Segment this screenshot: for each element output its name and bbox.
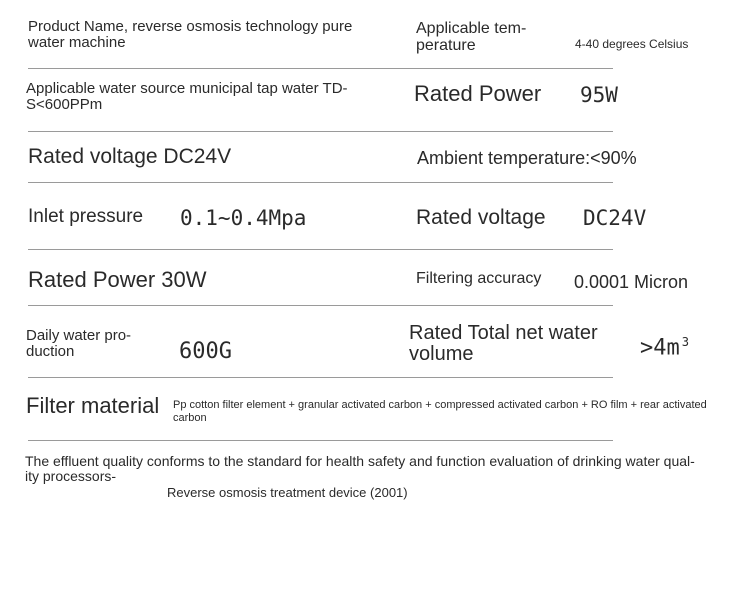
- filtering-accuracy-value: 0.0001 Micron: [574, 272, 689, 292]
- daily-production-value: 600G: [179, 339, 232, 364]
- standard-text-line1: The effluent quality conforms to the standard for health safety and function evaluation of drinking water qual-: [25, 453, 695, 469]
- row-divider: [28, 131, 613, 132]
- rated-voltage-value: DC24V: [583, 206, 647, 230]
- rated-voltage: Rated voltage DC24V: [28, 145, 232, 168]
- total-volume-value: >4m $^3$: [640, 335, 690, 361]
- standard-text-line2: ity processors-: [25, 468, 117, 484]
- product-name: Product Name, reverse osmosis technology pure water machine: [28, 18, 353, 51]
- total-volume-label: Rated Total net water volume: [409, 322, 598, 365]
- row-divider: [28, 377, 613, 378]
- ambient-temperature: Ambient temperature:<90%: [417, 148, 637, 168]
- inlet-pressure-label: Inlet pressure: [28, 206, 144, 227]
- rated-power: Rated Power 30W: [28, 267, 207, 292]
- daily-production-label: Daily water pro-duction: [26, 327, 132, 360]
- row-divider: [28, 182, 613, 183]
- row-divider: [28, 249, 613, 250]
- cubic-superscript: 3: [681, 335, 690, 349]
- row-divider: [28, 68, 613, 69]
- rated-power-label: Rated Power: [414, 81, 542, 106]
- row-divider: [28, 440, 613, 441]
- water-source: Applicable water source municipal tap water TD-S<600PPm: [26, 80, 348, 113]
- temperature-value: 4-40 degrees Celsius: [575, 37, 689, 51]
- filtering-accuracy-label: Filtering accuracy: [416, 270, 542, 287]
- device-standard: Reverse osmosis treatment device (2001): [167, 485, 408, 500]
- filter-material-value: Pp cotton filter element + granular activated carbon + compressed activated carbon + RO film + rear activated carbon: [173, 399, 707, 424]
- row-divider: [28, 305, 613, 306]
- rated-power-value: 95W: [580, 83, 618, 107]
- rated-voltage-label: Rated voltage: [416, 206, 546, 229]
- inlet-pressure-value: 0.1~0.4Mpa: [180, 206, 307, 230]
- filter-material-label: Filter material: [26, 393, 160, 418]
- temperature-label: Applicable tem-perature: [416, 20, 527, 54]
